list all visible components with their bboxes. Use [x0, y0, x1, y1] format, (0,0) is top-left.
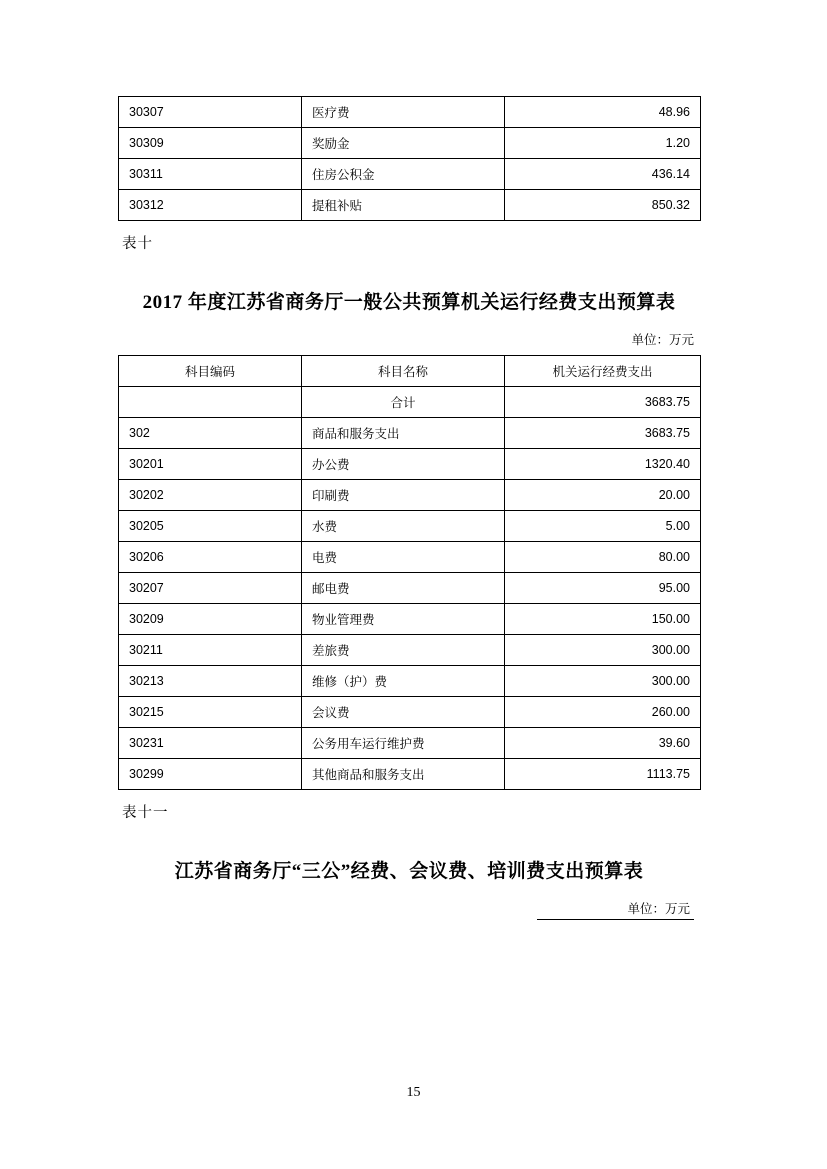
table-row: [119, 190, 701, 221]
cell-name: 办公费: [302, 449, 505, 480]
cell-value: 300.00: [505, 635, 701, 666]
table-row: [119, 573, 701, 604]
cell-name: 邮电费: [302, 573, 505, 604]
table-total-row: [119, 387, 701, 418]
page-content: [118, 96, 700, 927]
table-row: [119, 418, 701, 449]
cell-code: 302: [119, 418, 302, 449]
table-label-ten: 表十: [122, 236, 153, 252]
cell-code: 30215: [119, 697, 302, 728]
cell-value: 850.32: [505, 190, 701, 221]
cell-value: 39.60: [505, 728, 701, 759]
cell-code: 30311: [119, 159, 302, 190]
cell-name: 其他商品和服务支出: [302, 759, 505, 790]
cell-value: 1320.40: [505, 449, 701, 480]
cell-code: 30307: [119, 97, 302, 128]
cell-code: 30231: [119, 728, 302, 759]
cell-value: 95.00: [505, 573, 701, 604]
cell-value: 80.00: [505, 542, 701, 573]
table-row: [119, 159, 701, 190]
cell-name: 提租补贴: [302, 190, 505, 221]
cell-code: 30211: [119, 635, 302, 666]
unit-label-next-wrapper: [118, 899, 700, 920]
cell-value: 300.00: [505, 666, 701, 697]
cell-name: 会议费: [302, 697, 505, 728]
cell-value: 436.14: [505, 159, 701, 190]
cell-name: 差旅费: [302, 635, 505, 666]
cell-code: 30206: [119, 542, 302, 573]
table-continuation: [118, 96, 701, 221]
cell-value: 48.96: [505, 97, 701, 128]
cell-code: 30299: [119, 759, 302, 790]
cell-code: 30213: [119, 666, 302, 697]
table-row: [119, 728, 701, 759]
table-row: [119, 97, 701, 128]
table-row: [119, 697, 701, 728]
table-row: [119, 542, 701, 573]
table-operating-expenses: [118, 355, 701, 790]
unit-label-main: 单位：万元: [631, 333, 694, 347]
cell-name: 奖励金: [302, 128, 505, 159]
table-row: [119, 666, 701, 697]
header-name: 科目名称: [302, 356, 505, 387]
table-row: [119, 759, 701, 790]
cell-code: 30207: [119, 573, 302, 604]
cell-name: 公务用车运行维护费: [302, 728, 505, 759]
cell-code: 30205: [119, 511, 302, 542]
cell-name: 住房公积金: [302, 159, 505, 190]
cell-name: 印刷费: [302, 480, 505, 511]
table-row: [119, 511, 701, 542]
cell-code: 30209: [119, 604, 302, 635]
header-code: 科目编码: [119, 356, 302, 387]
cell-value: 1.20: [505, 128, 701, 159]
cell-name: 物业管理费: [302, 604, 505, 635]
cell-code: [119, 387, 302, 418]
cell-code: 30201: [119, 449, 302, 480]
cell-code: 30312: [119, 190, 302, 221]
cell-code: 30309: [119, 128, 302, 159]
table-row: [119, 449, 701, 480]
cell-name: 合计: [302, 387, 505, 418]
cell-value: 3683.75: [505, 387, 701, 418]
cell-value: 3683.75: [505, 418, 701, 449]
table-row: [119, 635, 701, 666]
cell-name: 水费: [302, 511, 505, 542]
table-row: [119, 480, 701, 511]
table-row: [119, 604, 701, 635]
cell-name: 电费: [302, 542, 505, 573]
table-title-next: 江苏省商务厅“三公”经费、会议费、培训费支出预算表: [174, 861, 644, 882]
header-value: 机关运行经费支出: [505, 356, 701, 387]
cell-value: 5.00: [505, 511, 701, 542]
table-label-eleven: 表十一: [122, 805, 169, 821]
cell-code: 30202: [119, 480, 302, 511]
table-header-row: [119, 356, 701, 387]
cell-value: 260.00: [505, 697, 701, 728]
cell-value: 20.00: [505, 480, 701, 511]
cell-value: 1113.75: [505, 759, 701, 790]
cell-name: 医疗费: [302, 97, 505, 128]
cell-name: 商品和服务支出: [302, 418, 505, 449]
table-row: [119, 128, 701, 159]
cell-value: 150.00: [505, 604, 701, 635]
unit-label-next: 单位：万元: [537, 899, 694, 920]
page-number: 15: [406, 1085, 421, 1100]
table-title-main: 2017 年度江苏省商务厅一般公共预算机关运行经费支出预算表: [142, 292, 676, 313]
cell-name: 维修（护）费: [302, 666, 505, 697]
